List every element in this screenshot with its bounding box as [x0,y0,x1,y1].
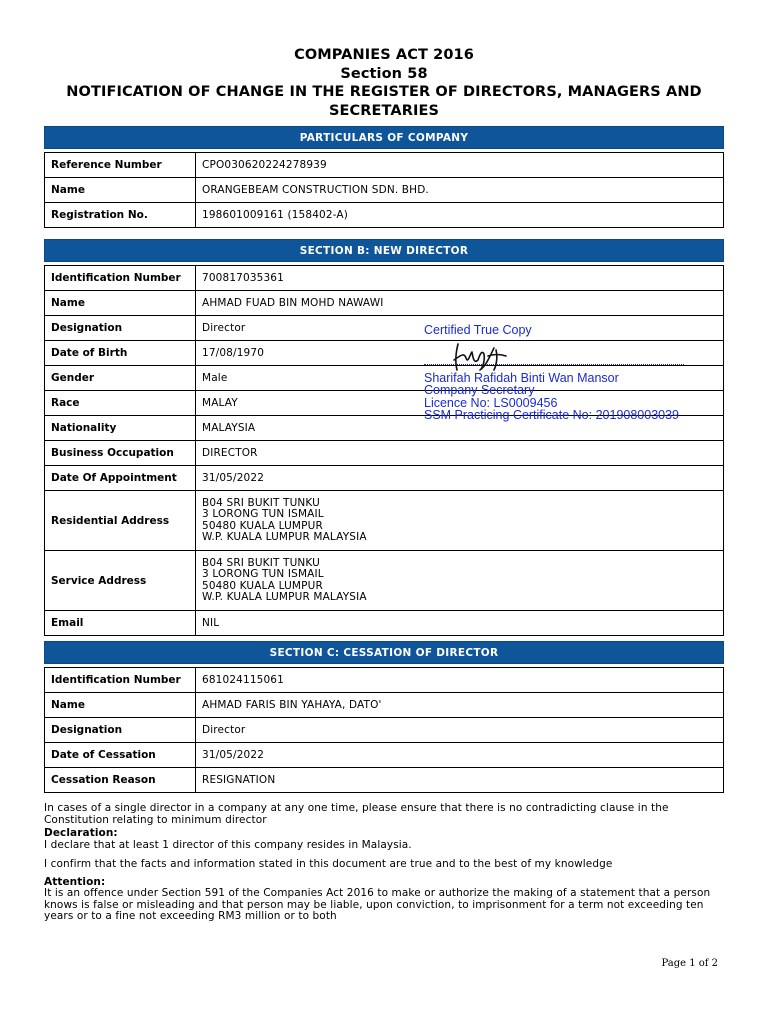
declaration-text-2: I confirm that the facts and information stated in this document are true and to the best of my knowledge [44,858,613,870]
attention-heading: Attention: [44,875,106,888]
table-row [45,743,724,768]
section-particulars-of-company [44,126,724,228]
field-value: ORANGEBEAM CONSTRUCTION SDN. BHD. [196,178,724,203]
secretary-title: Company Secretary [424,383,535,397]
section-header: SECTION B: NEW DIRECTOR [44,239,724,262]
notes-block [44,803,734,923]
field-value: Director [196,316,724,341]
address-line: B04 SRI BUKIT TUNKU [202,496,321,509]
field-value: MALAYSIA [196,416,724,441]
declaration-text-1: I declare that at least 1 director of this company resides in Malaysia. [44,838,412,851]
field-label: Reference Number [45,153,196,178]
section-header: SECTION C: CESSATION OF DIRECTOR [44,641,724,664]
licence-number: Licence No: LS0009456 [424,395,558,410]
field-value: 31/05/2022 [196,466,724,491]
table-row [45,178,724,203]
table-row [45,551,724,611]
service-address-value [196,551,724,611]
table-row [45,768,724,793]
address-line: B04 SRI BUKIT TUNKU [202,556,321,569]
table-row [45,291,724,316]
address-line: W.P. KUALA LUMPUR MALAYSIA [202,591,367,603]
certified-true-copy-stamp [424,324,724,422]
field-label: Designation [45,316,196,341]
field-label: Email [45,611,196,636]
company-particulars-table [44,152,724,228]
field-label: Cessation Reason [45,768,196,793]
table-row [45,668,724,693]
cessation-director-table [44,667,724,793]
document-title [0,46,768,120]
section-new-director [44,239,724,636]
title-act: COMPANIES ACT 2016 [294,47,474,63]
title-notification: NOTIFICATION OF CHANGE IN THE REGISTER OF DIRECTORS, MANAGERS AND [66,84,702,100]
field-label: Residential Address [45,491,196,551]
table-row [45,693,724,718]
field-value: MALAY [196,391,724,416]
address-line: 3 LORONG TUN ISMAIL [202,568,324,580]
field-label: Identification Number [45,266,196,291]
field-label: Service Address [45,551,196,611]
secretary-name: Sharifah Rafidah Binti Wan Mansor [424,370,619,385]
title-notification-cont: SECRETARIES [328,102,440,119]
field-value: DIRECTOR [196,441,724,466]
table-row [45,611,724,636]
field-label: Nationality [45,416,196,441]
table-row [45,466,724,491]
single-director-note: In cases of a single director in a company at any one time, please ensure that there is no contradicting clause in the Constitution relating to minimum director [44,802,669,826]
title-section: Section 58 [340,65,428,82]
practicing-certificate-number: SSM Practicing Certificate No: 201908003039 [424,408,680,422]
field-value: AHMAD FARIS BIN YAHAYA, DATO' [196,693,724,718]
field-value: RESIGNATION [196,768,724,793]
residential-address-value [196,491,724,551]
attention-text: It is an offence under Section 591 of the Companies Act 2016 to make or authorize the making of a statement that a person knows is false or misleading and that person may be liable, upon conviction, to imprisonment for a term not exceeding ten years or to a fine not exceeding RM3 million or to both [44,887,711,922]
table-row [45,441,724,466]
field-value: 17/08/1970 [196,341,724,366]
page-number: Page 1 of 2 [661,958,718,969]
field-label: Gender [45,366,196,391]
field-label: Business Occupation [45,441,196,466]
address-line: 50480 KUALA LUMPUR [202,579,323,592]
field-value: Male [196,366,724,391]
field-label: Date of Birth [45,341,196,366]
field-label: Name [45,291,196,316]
field-value: NIL [196,611,724,636]
table-row [45,491,724,551]
address-line: 3 LORONG TUN ISMAIL [202,508,324,520]
table-row [45,203,724,228]
field-label: Name [45,178,196,203]
field-value: 198601009161 (158402-A) [196,203,724,228]
table-row [45,153,724,178]
new-director-table [44,265,724,636]
field-value: 700817035361 [196,266,724,291]
field-value: CPO030620224278939 [196,153,724,178]
declaration-heading: Declaration: [44,827,118,839]
field-value: 31/05/2022 [196,743,724,768]
table-row [45,266,724,291]
field-label: Date of Cessation [45,743,196,768]
field-label: Registration No. [45,203,196,228]
address-line: W.P. KUALA LUMPUR MALAYSIA [202,531,367,543]
table-row [45,718,724,743]
field-label: Date Of Appointment [45,466,196,491]
field-label: Identification Number [45,668,196,693]
signature-icon [450,340,512,372]
address-line: 50480 KUALA LUMPUR [202,519,323,532]
field-label: Designation [45,718,196,743]
field-label: Race [45,391,196,416]
section-header: PARTICULARS OF COMPANY [44,126,724,149]
field-label: Name [45,693,196,718]
field-value: AHMAD FUAD BIN MOHD NAWAWI [196,291,724,316]
field-value: Director [196,718,724,743]
section-cessation-of-director [44,641,724,793]
certified-label: Certified True Copy [424,323,532,337]
field-value: 681024115061 [196,668,724,693]
